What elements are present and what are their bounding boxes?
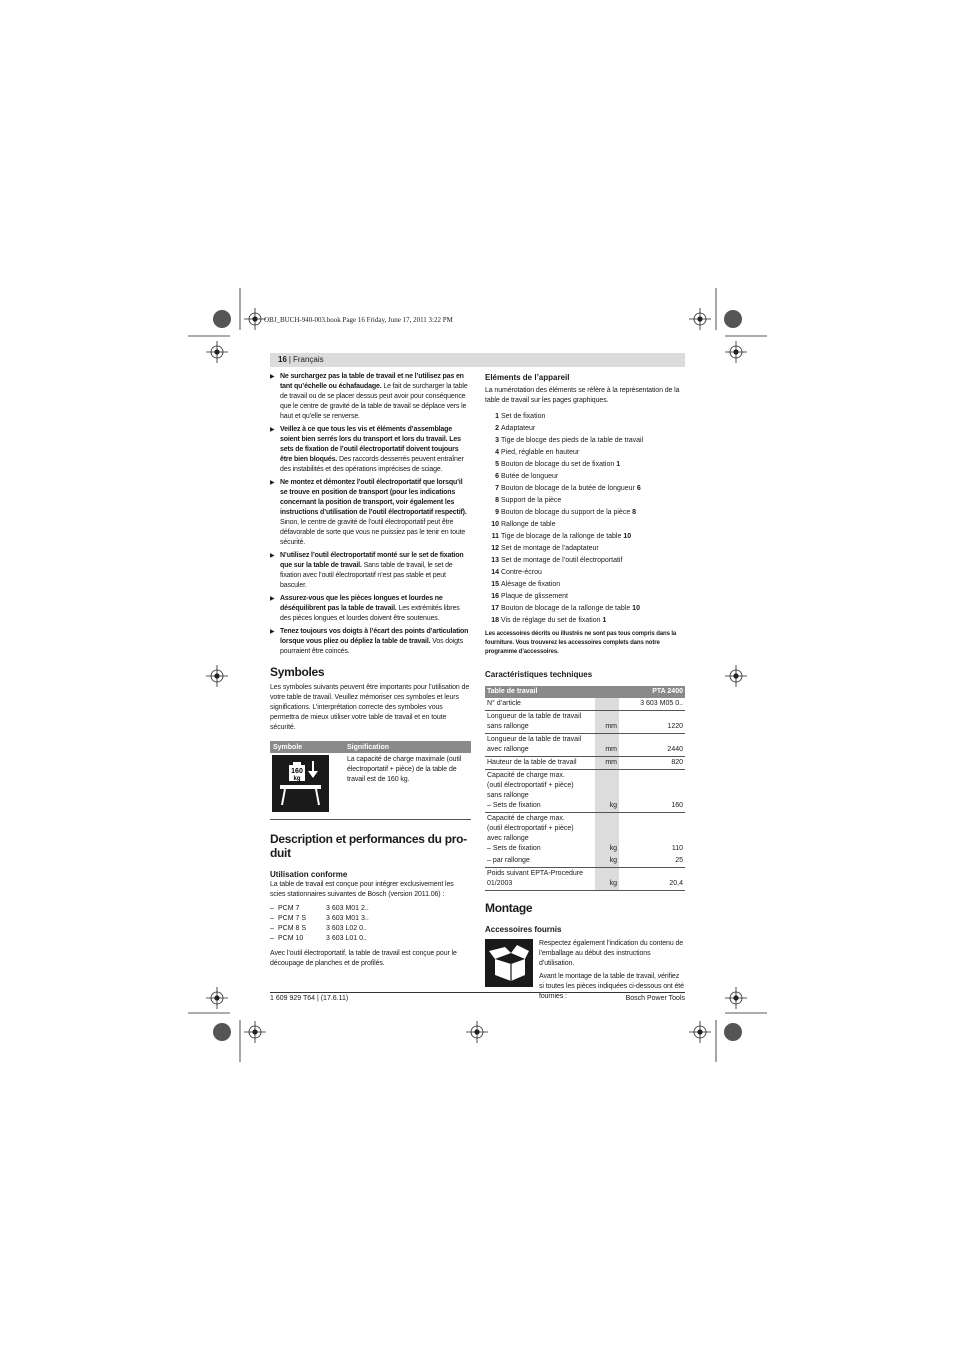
part-ref: 8: [632, 509, 637, 516]
part-label: Bouton de blocage de la butée de longueur: [501, 485, 637, 492]
warning-item: [270, 478, 470, 548]
part-label: Adaptateur: [501, 425, 536, 432]
tech-unit: mm: [595, 757, 619, 770]
part-item: [485, 543, 685, 555]
saw-number: 3 603 M01 2..: [326, 905, 369, 912]
warning-item: [270, 594, 470, 624]
tech-row: [485, 770, 685, 813]
part-label: Support de la pièce: [501, 497, 562, 504]
tech-label: Longueur de la table de travail sans rallonge: [485, 711, 595, 734]
tech-unit: kg: [595, 770, 619, 813]
weight-load-icon: [272, 755, 329, 812]
saw-number: 3 603 L02 0..: [326, 925, 367, 932]
tech-value: 2440: [619, 734, 685, 757]
warning-bold: Tenez toujours vos doigts à l’écart des points d’articulation lorsque vous pliez ou dépliez la table de travail.: [280, 628, 469, 645]
warning-item: [270, 551, 470, 591]
page-number: 16: [278, 355, 287, 364]
part-number: 11: [491, 533, 499, 540]
part-number: 9: [495, 509, 499, 516]
tech-table-header: [485, 686, 685, 698]
part-number: 17: [491, 605, 499, 612]
tech-value: 20,4: [619, 868, 685, 891]
part-item: [485, 447, 685, 459]
part-item: [485, 495, 685, 507]
tech-label: – par rallonge: [485, 855, 595, 868]
usage-text: La table de travail est conçue pour intégrer exclusivement les scies stationnaires suivantes de Bosch (version 2011.06) :: [270, 881, 454, 898]
warning-bold: Veillez à ce que tous les vis et éléments d’assemblage soient bien serrés lors du transport et lors du travail. Les sets de fixation de l’outil électroportatif doivent toujours être bien bloqués.: [280, 426, 461, 463]
part-item: [485, 483, 685, 495]
part-item: [485, 411, 685, 423]
file-header: OBJ_BUCH-940-003.book Page 16 Friday, June 17, 2011 3:22 PM: [264, 316, 453, 324]
tech-value: 820: [619, 757, 685, 770]
weight-icon-number: 160: [291, 768, 303, 775]
saw-item: – PCM 10 3 603 L01 0..: [270, 935, 367, 942]
tech-unit: kg: [595, 855, 619, 868]
tech-label: Hauteur de la table de travail: [485, 757, 595, 770]
saw-item: – PCM 7 3 603 M01 2..: [270, 905, 369, 912]
tech-table: [485, 686, 685, 891]
left-column: [270, 372, 470, 969]
warning-text: Des raccords desserrés peuvent entraîner des instabilités et des opérations imprécises de sciage.: [280, 456, 464, 473]
warning-bold: Ne surchargez pas la table de travail et ne l’utilisez pas en tant qu’échelle ou échafaudage.: [280, 373, 464, 390]
page-header: 16 | Français: [270, 353, 685, 367]
tech-row: [485, 757, 685, 770]
tech-label: Longueur de la table de travail avec rallonge: [485, 734, 595, 757]
tech-head-label: Table de travail: [485, 686, 595, 698]
weight-icon-unit: kg: [293, 776, 301, 782]
tech-value: 110: [671, 845, 683, 852]
tech-unit: kg: [595, 813, 619, 856]
part-ref: 6: [636, 485, 641, 492]
part-item: [485, 603, 685, 615]
part-item: [485, 459, 685, 471]
part-number: 13: [491, 557, 499, 564]
symbols-title: Symboles: [270, 665, 325, 679]
part-item: [485, 555, 685, 567]
part-label: Contre-écrou: [501, 569, 542, 576]
part-item: [485, 507, 685, 519]
tech-unit: [595, 698, 619, 711]
tech-unit: mm: [595, 711, 619, 734]
part-ref: 1: [616, 461, 621, 468]
symbols-table-header: [270, 741, 471, 753]
warning-bold: Assurez-vous que les pièces longues et lourdes ne déséquilibrent pas la table de travail.: [280, 595, 443, 612]
tech-value: 3 603 M05 0..: [619, 698, 685, 711]
part-label: Butée de longueur: [501, 473, 559, 480]
part-label: Tige de blocge des pieds de la table de travail: [501, 437, 644, 444]
warning-text: Sans table de travail, le set de fixation avec l’outil électroportatif n’est pas stable et peut basculer.: [280, 562, 453, 589]
part-item: [485, 423, 685, 435]
usage-text-2: Avec l’outil électroportatif, la table de travail est conçue pour le découpage de planches et de profilés.: [270, 950, 457, 967]
part-label: Vis de réglage du set de fixation: [501, 617, 603, 624]
part-item: [485, 615, 685, 627]
usage-title: Utilisation conforme: [270, 870, 348, 879]
symbols-col-symbol: Symbole: [273, 743, 303, 751]
tech-label: Capacité de charge max. (outil électroportatif + pièce) sans rallonge – Sets de fixation: [485, 770, 595, 813]
montage-subtitle: Accessoires fournis: [485, 925, 562, 934]
part-number: 5: [495, 461, 499, 468]
part-item: [485, 591, 685, 603]
montage-text-2: Avant le montage de la table de travail, vérifiez si toutes les pièces indiquées ci-dessous ont été fournies :: [539, 973, 684, 1000]
part-label: Tige de blocage de la rallonge de table: [501, 533, 624, 540]
description-title: [270, 832, 470, 860]
tech-label: Capacité de charge max. (outil électroportatif + pièce) avec rallonge – Sets de fixation: [487, 815, 574, 852]
bullet-triangle-icon: ▶: [270, 374, 275, 380]
saw-model: PCM 8 S: [278, 925, 307, 932]
tech-row: [485, 698, 685, 711]
warning-text: Le fait de surcharger la table de travail ou de se placer dessus peut avoir pour conséquence que le centre de gravité de la table de travail se déplace vers le haut et qu’elle se renverse.: [280, 383, 468, 420]
parts-list: [485, 411, 685, 627]
symbols-meaning: La capacité de charge maximale (outil électroportatif + pièce) de la table de travail est de 160 kg.: [347, 756, 462, 783]
tech-value: 1220: [619, 711, 685, 734]
tech-unit: mm: [595, 734, 619, 757]
montage-text-1: Respectez également l’indication du contenu de l’emballage au début des instructions d’utilisation.: [539, 940, 684, 967]
saw-list: [270, 904, 470, 944]
tech-row: [485, 868, 685, 891]
description-title-line-1: Description et performances du pro-: [270, 832, 467, 846]
part-label: Bouton de blocage du support de la pièce: [501, 509, 633, 516]
saw-model: PCM 7: [278, 905, 300, 912]
part-number: 14: [491, 569, 499, 576]
symbols-col-meaning: Signification: [347, 743, 389, 751]
part-label: Set de montage de l’adaptateur: [501, 545, 599, 552]
footer-right: Bosch Power Tools: [625, 995, 685, 1002]
elements-title: Eléments de l’appareil: [485, 373, 570, 382]
part-number: 12: [491, 545, 499, 552]
part-number: 16: [491, 593, 499, 600]
saw-number: 3 603 L01 0..: [326, 935, 367, 942]
symbols-intro: Les symboles suivants peuvent être importants pour l’utilisation de votre table de travail. Veuillez mémoriser ces symboles et leurs significations. L’interprétation correcte des symboles vous permettra de mieux utiliser votre table de travail et en toute sécurité.: [270, 684, 470, 731]
part-label: Alésage de fixation: [501, 581, 561, 588]
saw-model: PCM 7 S: [278, 915, 307, 922]
saw-number: 3 603 M01 3..: [326, 915, 369, 922]
warning-bold: Ne montez et démontez l’outil électroportatif que lorsqu’il se trouve en position de transport (pour les indications concernant la position de transport, voir également les instructions d’utilisation de l’outil électroportatif respectif).: [280, 479, 467, 516]
part-label: Plaque de glissement: [501, 593, 568, 600]
part-label: Pied, réglable en hauteur: [501, 449, 580, 456]
package-box-icon: [485, 939, 533, 987]
part-number: 3: [495, 437, 499, 444]
tech-value: 25: [619, 855, 685, 868]
footer-rule: [270, 992, 685, 993]
elements-intro: La numérotation des éléments se réfère à la représentation de la table de travail sur les pages graphiques.: [485, 387, 680, 404]
part-ref: 1: [602, 617, 607, 624]
bullet-triangle-icon: ▶: [270, 596, 275, 602]
saw-item: – PCM 8 S 3 603 L02 0..: [270, 925, 367, 932]
part-label: Bouton de blocage de la rallonge de table: [501, 605, 633, 612]
part-number: 7: [495, 485, 499, 492]
part-item: [485, 471, 685, 483]
saw-item: – PCM 7 S 3 603 M01 3..: [270, 915, 369, 922]
part-number: 6: [495, 473, 499, 480]
part-item: [485, 435, 685, 447]
part-ref: 10: [632, 605, 640, 612]
description-title-line-2: duit: [270, 846, 291, 860]
part-number: 2: [495, 425, 499, 432]
tech-row: [485, 734, 685, 757]
part-item: [485, 519, 685, 531]
part-label: Set de montage de l’outil électroportatif: [501, 557, 623, 564]
warning-item: [270, 372, 470, 422]
part-item: [485, 531, 685, 543]
montage-title: Montage: [485, 901, 533, 915]
part-number: 15: [491, 581, 499, 588]
part-number: 18: [491, 617, 499, 624]
symbols-table: [270, 741, 471, 820]
warning-item: [270, 425, 470, 475]
warning-text: Sinon, le centre de gravité de l’outil électroportatif peut être défavorable de sorte que vous ne puissiez pas le tenir en toute sécurité.: [280, 519, 466, 546]
tech-row: [485, 711, 685, 734]
bullet-triangle-icon: ▶: [270, 629, 275, 635]
part-label: Rallonge de table: [501, 521, 556, 528]
part-label: Set de fixation: [501, 413, 546, 420]
bullet-triangle-icon: ▶: [270, 427, 275, 433]
warning-item: [270, 627, 470, 657]
part-number: 10: [491, 521, 499, 528]
part-ref: 10: [623, 533, 632, 540]
warning-text: Vos doigts pourraient être coincés.: [280, 638, 464, 655]
tech-title: Caractéristiques techniques: [485, 670, 593, 679]
warnings-list: [270, 372, 470, 657]
bullet-triangle-icon: ▶: [270, 480, 275, 486]
page-language: Français: [292, 355, 324, 364]
part-item: [485, 579, 685, 591]
saw-model: PCM 10: [278, 935, 304, 942]
right-column: [485, 372, 685, 1002]
accessories-note: Les accessoires décrits ou illustrés ne sont pas tous compris dans la fourniture. Vous trouverez les accessoires complets dans notre programme d’accessoires.: [485, 631, 677, 655]
bullet-triangle-icon: ▶: [270, 553, 275, 559]
warning-bold: N’utilisez l’outil électroportatif monté sur le set de fixation que sur la table de travail.: [280, 552, 464, 569]
tech-unit: kg: [595, 868, 619, 891]
part-number: 4: [495, 449, 499, 456]
part-number: 1: [495, 413, 499, 420]
tech-row: [485, 813, 685, 856]
footer-left: 1 609 929 T64 | (17.6.11): [270, 995, 349, 1002]
part-item: [485, 567, 685, 579]
tech-label: Poids suivant EPTA-Procedure 01/2003: [485, 868, 595, 891]
part-number: 8: [495, 497, 499, 504]
tech-head-value: PTA 2400: [619, 686, 685, 698]
symbols-table-row: [270, 753, 471, 820]
warning-text: Les extrémités libres des pièces longues et lourdes doivent être soutenues.: [280, 605, 460, 622]
tech-value: 160: [619, 770, 685, 813]
part-label: Bouton de blocage du set de fixation: [501, 461, 617, 468]
tech-row: [485, 855, 685, 868]
tech-label: N° d’article: [485, 698, 595, 711]
